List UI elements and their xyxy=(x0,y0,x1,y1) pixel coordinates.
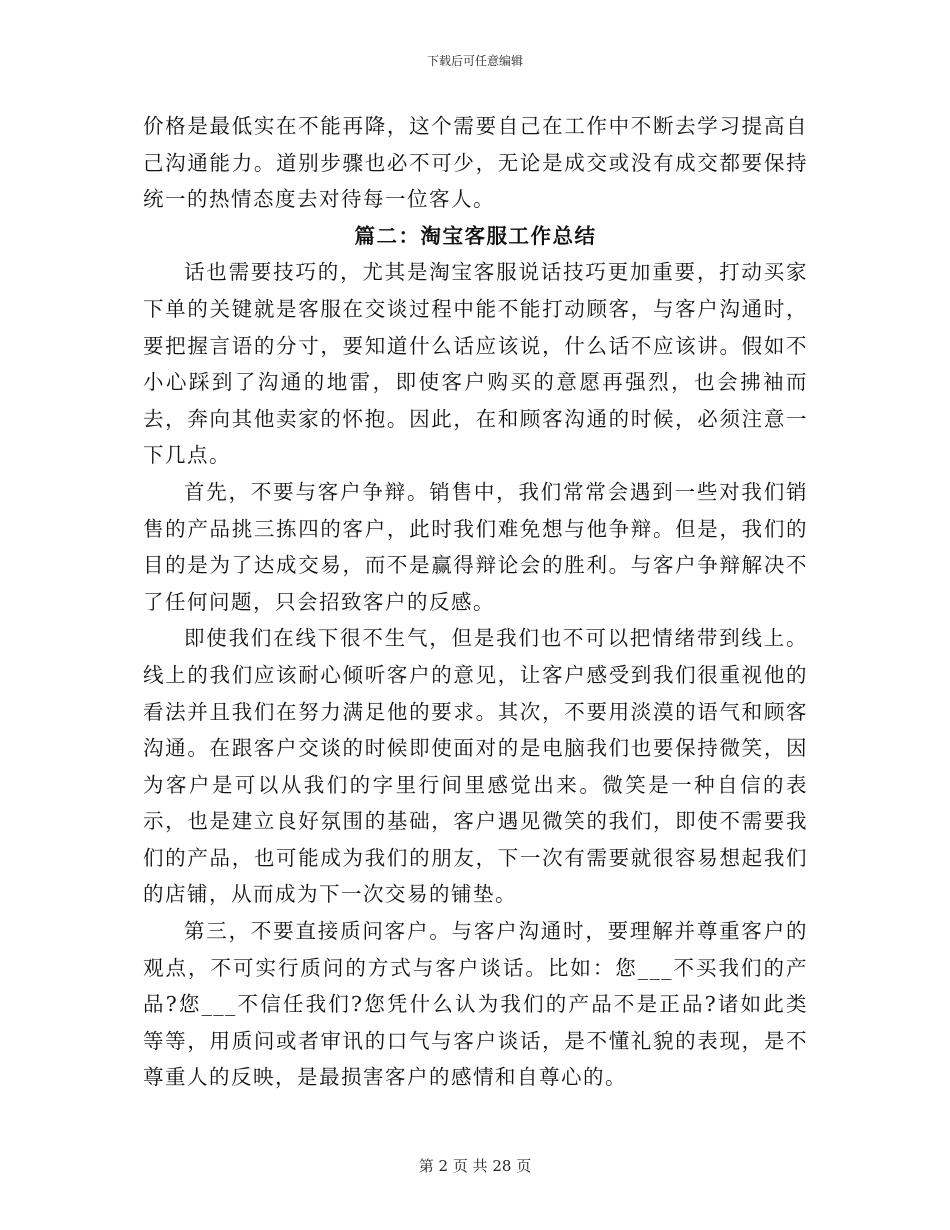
paragraph-intro: 话也需要技巧的，尤其是淘宝客服说话技巧更加重要，打动买家下单的关键就是客服在交谈过程中能不能打动顾客，与客户沟通时，要把握言语的分寸，要知道什么话应该说，什么话不应该讲。假如不小心踩到了沟通的地雷，即使客户购买的意愿再强烈，也会拂袖而去，奔向其他卖家的怀抱。因此，在和顾客沟通的时候，必须注意一下几点。 xyxy=(143,260,808,468)
page-number: 第 2 页 共 28 页 xyxy=(418,1157,532,1175)
paragraph-continuation: 价格是最低实在不能再降，这个需要自己在工作中不断去学习提高自己沟通能力。道别步骤也必不可少，无论是成交或没有成交都要保持统一的热情态度去对待每一位客人。 xyxy=(143,114,808,212)
paragraph-first-point: 首先，不要与客户争辩。销售中，我们常常会遇到一些对我们销售的产品挑三拣四的客户，此时我们难免想与他争辩。但是，我们的目的是为了达成交易，而不是赢得辩论会的胜利。与客户争辩解决不了任何问题，只会招致客户的反感。 xyxy=(143,479,808,614)
paragraph-third-point: 第三，不要直接质问客户。与客户沟通时，要理解并尊重客户的观点，不可实行质问的方式与客户谈话。比如：您___不买我们的产品?您___不信任我们?您凭什么认为我们的产品不是正品?诸如此类等等，用质问或者审讯的口气与客户谈话，是不懂礼貌的表现，是不尊重人的反映，是最损害客户的感情和自尊心的。 xyxy=(143,919,808,1090)
paragraph-second-point: 即使我们在线下很不生气，但是我们也不可以把情绪带到线上。线上的我们应该耐心倾听客户的意见，让客户感受到我们很重视他的看法并且我们在努力满足他的要求。其次，不要用淡漠的语气和顾客沟通。在跟客户交谈的时候即使面对的是电脑我们也要保持微笑，因为客户是可以从我们的字里行间里感觉出来。微笑是一种自信的表示，也是建立良好氛围的基础，客户遇见微笑的我们，即使不需要我们的产品，也可能成为我们的朋友，下一次有需要就很容易想起我们的店铺，从而成为下一次交易的铺垫。 xyxy=(143,626,808,907)
document-body xyxy=(143,108,808,1096)
section-title: 篇二：淘宝客服工作总结 xyxy=(354,223,597,248)
page-header-note: 下载后可任意编辑 xyxy=(426,54,523,68)
